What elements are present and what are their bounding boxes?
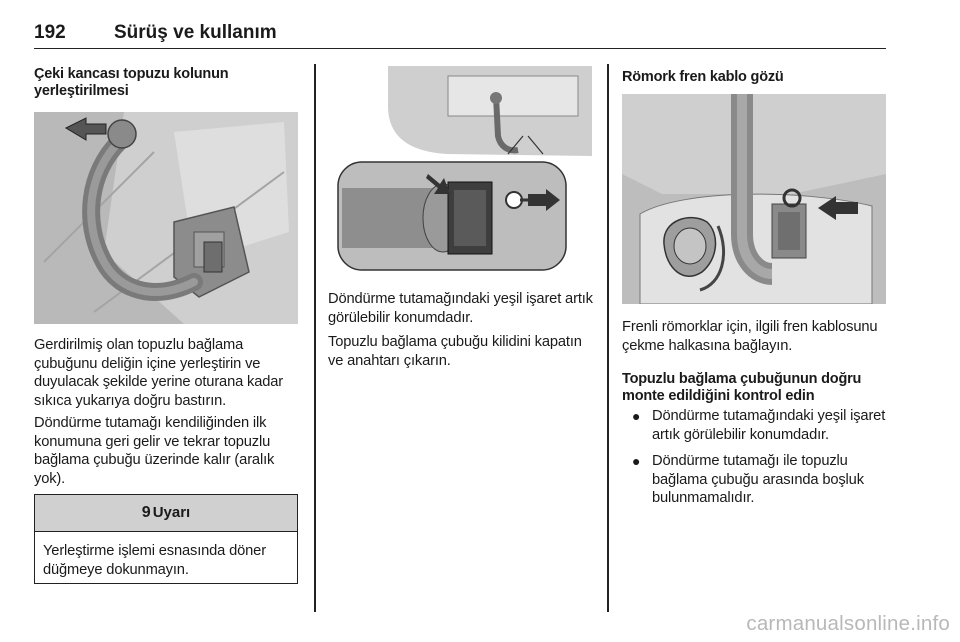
column-2-text — [328, 290, 594, 370]
column-1-text — [34, 336, 300, 488]
paragraph: Frenli römorklar için, ilgili fren kablosunu çekme halkasına bağlayın. — [622, 319, 878, 354]
bullet-icon: ● — [632, 453, 641, 469]
list-item — [622, 407, 888, 444]
page-number: 192 — [34, 22, 66, 43]
warning-header — [35, 495, 297, 532]
section-heading: Römork fren kablo gözü — [622, 69, 784, 85]
bullet-icon: ● — [632, 408, 641, 424]
list-item-text: Döndürme tutamağındaki yeşil işaret artık görülebilir konumdadır. — [652, 408, 886, 443]
paragraph: Döndürme tutamağındaki yeşil işaret artık görülebilir konumdadır. — [328, 291, 593, 326]
column-divider — [607, 64, 609, 612]
page-title: Sürüş ve kullanım — [114, 22, 277, 43]
column-3-text — [622, 318, 888, 516]
warning-title: Uyarı — [152, 504, 191, 521]
section-heading: Çeki kancası topuzu kolunun yerleştirilmesi — [34, 66, 229, 99]
brake-cable-eyelet-illustration — [622, 94, 886, 304]
column-1 — [34, 64, 300, 100]
section-subheading: Topuzlu bağlama çubuğunun doğru monte edildiğini kontrol edin — [622, 371, 862, 404]
warning-text: Yerleştirme işlemi esnasında döner düğmeye dokunmayın. — [43, 543, 266, 578]
watermark: carmanualsonline.info — [746, 612, 950, 635]
warning-box — [34, 494, 298, 584]
warning-icon: 9 — [141, 504, 151, 521]
column-divider — [314, 64, 316, 612]
column-3 — [622, 64, 888, 86]
paragraph: Topuzlu bağlama çubuğu kilidini kapatın ve anahtarı çıkarın. — [328, 334, 582, 369]
page-header — [34, 10, 886, 49]
paragraph: Gerdirilmiş olan topuzlu bağlama çubuğunu deliğin içine yerleştirin ve duyulacak şekilde yerine oturana kadar sıkıca yukarıya doğru bastırın. — [34, 337, 284, 409]
towbar-insert-illustration — [34, 112, 298, 324]
list-item — [622, 452, 888, 508]
handle-key-illustration — [328, 66, 592, 276]
paragraph: Döndürme tutamağı kendiliğinden ilk konumuna geri gelir ve tekrar topuzlu bağlama çubuğu üzerinde kalır (aralık yok). — [34, 415, 275, 487]
check-list — [622, 407, 888, 508]
list-item-text: Döndürme tutamağı ile topuzlu bağlama çubuğu arasında boşluk bulunmamalıdır. — [652, 453, 864, 506]
